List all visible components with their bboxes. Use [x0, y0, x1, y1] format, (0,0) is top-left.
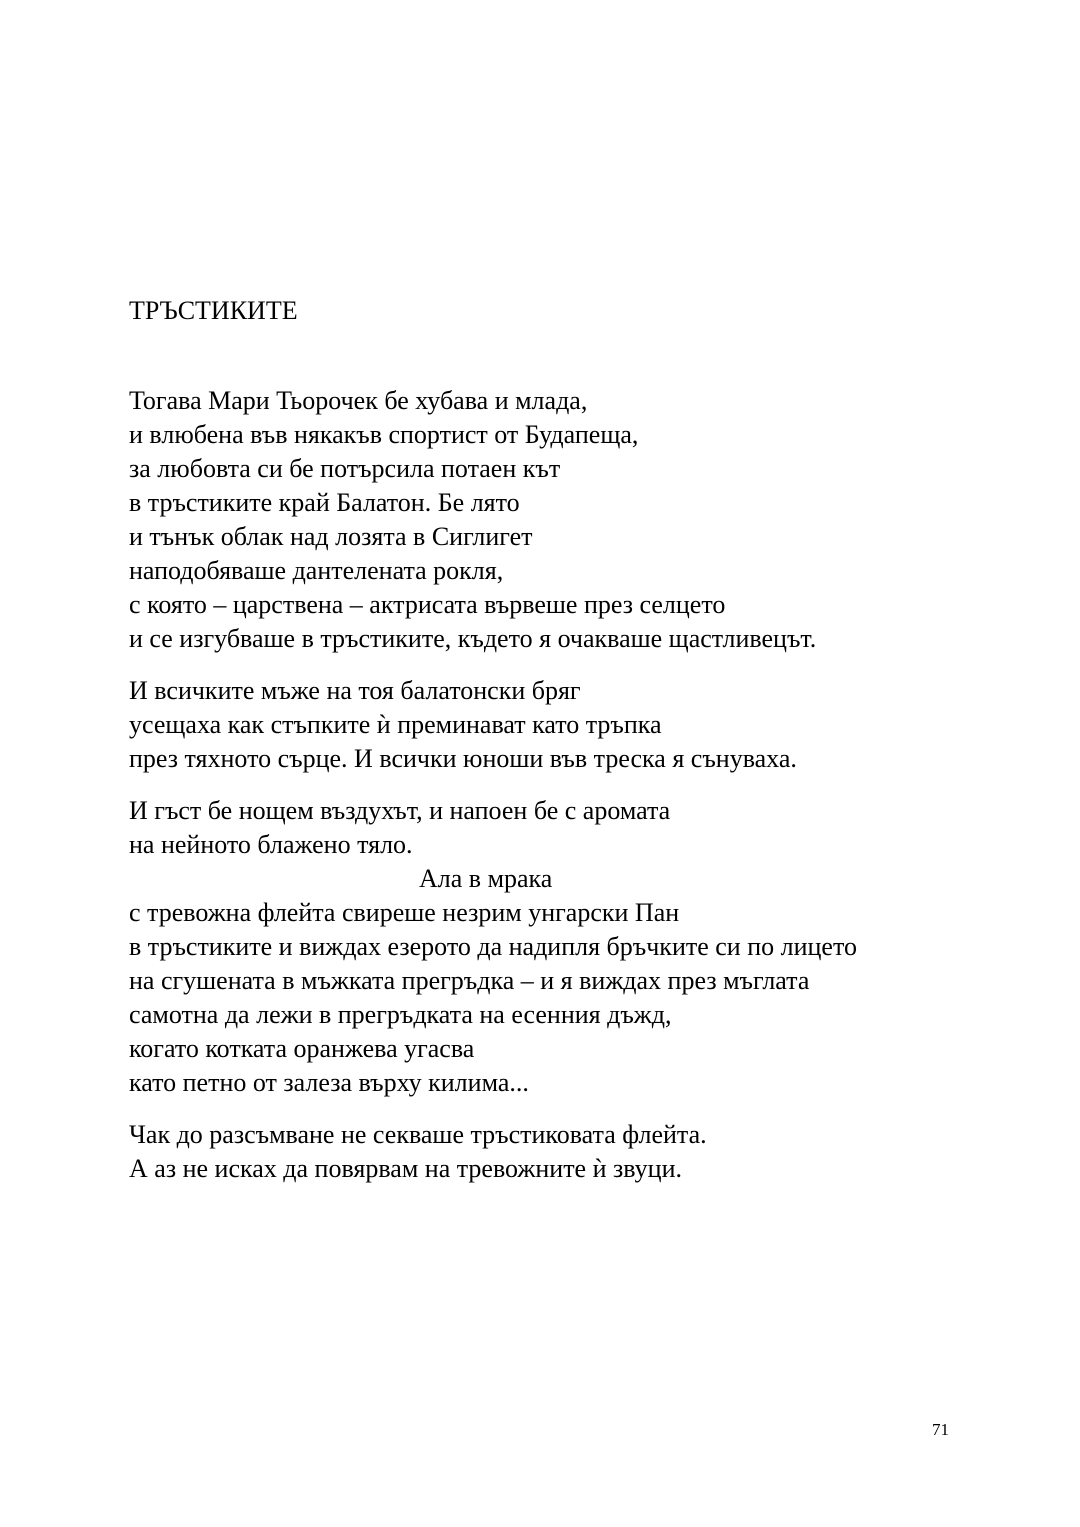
- stanza-1: [129, 384, 1009, 656]
- poem-line: А аз не исках да повярвам на тревожните ѝ звуци.: [129, 1154, 682, 1183]
- poem-line: в тръстиките и виждах езерото да надипля бръчките си по лицето: [129, 932, 857, 961]
- poem-line: на сгушената в мъжката прегръдка – и я виждах през мъглата: [129, 966, 810, 995]
- poem-line: на нейното блажено тяло.: [129, 830, 413, 859]
- stanza-2: [129, 674, 1009, 776]
- poem-line: в тръстиките край Балатон. Бе лято: [129, 488, 520, 517]
- poem-line: и тънък облак над лозята в Сиглигет: [129, 522, 533, 551]
- stanza-3: [129, 794, 1009, 1100]
- poem-line: Чак до разсъмване не секваше тръстиковата флейта.: [129, 1120, 707, 1149]
- poem-line: И всичките мъже на тоя балатонски бряг: [129, 676, 581, 705]
- poem-line: Тогава Мари Тьорочек бе хубава и млада,: [129, 386, 588, 415]
- poem-line: когато котката оранжева угасва: [129, 1034, 475, 1063]
- poem-title: ТРЪСТИКИТЕ: [129, 296, 298, 325]
- poem-line: с тревожна флейта свиреше незрим унгарски Пан: [129, 898, 680, 927]
- poem-line: през тяхното сърце. И всички юноши във треска я сънуваха.: [129, 744, 797, 773]
- poem-line-indented: Ала в мрака: [419, 864, 553, 893]
- poem-line: наподобяваше дантелената рокля,: [129, 556, 504, 585]
- poem-line: с която – царствена – актрисата вървеше през селцето: [129, 590, 726, 619]
- poem-line: усещаха как стъпките ѝ преминават като тръпка: [129, 710, 662, 739]
- poem-line: И гъст бе нощем въздухът, и напоен бе с аромата: [129, 796, 671, 825]
- stanza-4: [129, 1118, 1009, 1186]
- poem-line: като петно от залеза върху килима...: [129, 1068, 529, 1097]
- poem-line: и влюбена във някакъв спортист от Будапеща,: [129, 420, 639, 449]
- poem-line: и се изгубваше в тръстиките, където я очакваше щастливецът.: [129, 624, 817, 653]
- page-number: 71: [932, 1420, 949, 1439]
- poem-line: самотна да лежи в прегръдката на есенния дъжд,: [129, 1000, 672, 1029]
- poem-line: за любовта си бе потърсила потаен кът: [129, 454, 561, 483]
